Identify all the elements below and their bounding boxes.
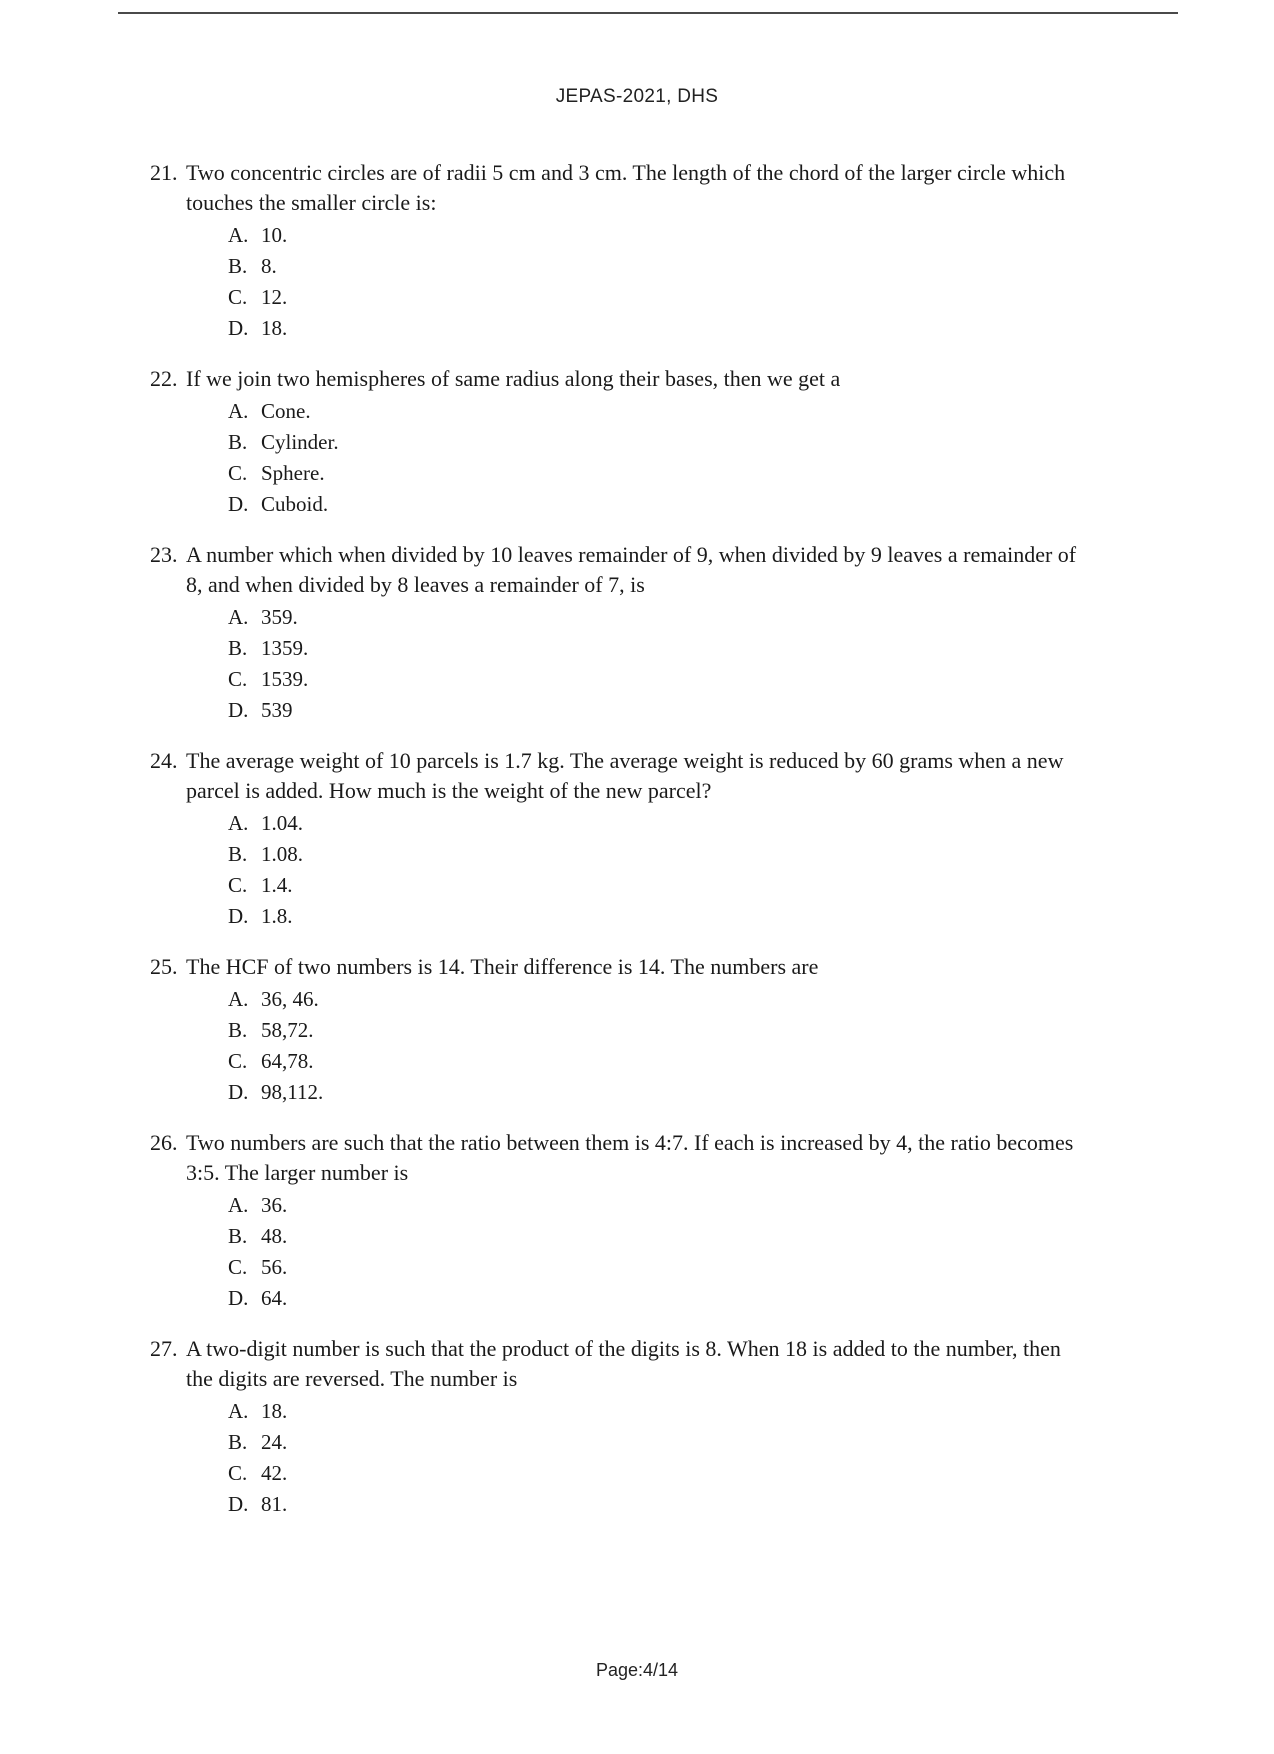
option-text: 24.: [261, 1430, 288, 1454]
option-letter: B.: [228, 842, 248, 866]
answer-option: [228, 1427, 1090, 1458]
question-22: [150, 364, 1090, 520]
option-text: 1359.: [261, 636, 309, 660]
option-letter: D.: [228, 1080, 249, 1104]
answer-option: [228, 1015, 1090, 1046]
answer-option: [228, 984, 1090, 1015]
scan-border-dash: [950, 12, 1040, 14]
question-text: [150, 364, 1090, 394]
answer-option: [228, 1046, 1090, 1077]
question-24: [150, 746, 1090, 932]
question-21: [150, 158, 1090, 344]
question-list: [150, 158, 1090, 1540]
option-text: 64.: [261, 1286, 288, 1310]
option-text: 18.: [261, 1399, 288, 1423]
option-letter: C.: [228, 1255, 248, 1279]
option-letter: A.: [228, 399, 249, 423]
answer-options: [150, 1190, 1090, 1314]
question-text: [150, 746, 1090, 806]
option-text: 42.: [261, 1461, 288, 1485]
question-text: [150, 158, 1090, 218]
option-text: Cuboid.: [261, 492, 329, 516]
answer-option: [228, 664, 1090, 695]
answer-option: [228, 633, 1090, 664]
question-26: [150, 1128, 1090, 1314]
answer-option: [228, 1077, 1090, 1108]
question-body: If we join two hemispheres of same radius along their bases, then we get a: [186, 366, 841, 391]
option-text: 12.: [261, 285, 288, 309]
option-text: 1539.: [261, 667, 309, 691]
option-text: 36.: [261, 1193, 288, 1217]
option-text: 98,112.: [261, 1080, 324, 1104]
answer-option: [228, 695, 1090, 726]
option-letter: D.: [228, 698, 249, 722]
answer-options: [150, 984, 1090, 1108]
option-letter: C.: [228, 1049, 248, 1073]
answer-option: [228, 1190, 1090, 1221]
option-text: 1.04.: [261, 811, 303, 835]
answer-options: [150, 602, 1090, 726]
option-text: Sphere.: [261, 461, 325, 485]
option-letter: D.: [228, 316, 249, 340]
option-text: 56.: [261, 1255, 288, 1279]
option-letter: B.: [228, 636, 248, 660]
answer-option: [228, 1458, 1090, 1489]
answer-option: [228, 1283, 1090, 1314]
answer-option: [228, 870, 1090, 901]
option-letter: D.: [228, 1286, 249, 1310]
option-letter: D.: [228, 492, 249, 516]
option-letter: C.: [228, 461, 248, 485]
question-body: The average weight of 10 parcels is 1.7 kg. The average weight is reduced by 60 grams when a new parcel is added. How much is the weight of the new parcel?: [186, 748, 1064, 803]
option-text: 359.: [261, 605, 298, 629]
option-letter: C.: [228, 667, 248, 691]
page-number: Page:4/14: [595, 1660, 679, 1680]
question-body: A number which when divided by 10 leaves remainder of 9, when divided by 9 leaves a remainder of 8, and when divided by 8 leaves a remainder of 7, is: [186, 542, 1077, 597]
option-letter: C.: [228, 873, 248, 897]
answer-option: [228, 602, 1090, 633]
option-text: 36, 46.: [261, 987, 319, 1011]
option-text: 64,78.: [261, 1049, 314, 1073]
answer-option: [228, 489, 1090, 520]
question-27: [150, 1334, 1090, 1520]
question-25: [150, 952, 1090, 1108]
answer-options: [150, 808, 1090, 932]
question-text: [150, 540, 1090, 600]
option-text: Cylinder.: [261, 430, 339, 454]
option-text: 539: [261, 698, 293, 722]
option-letter: B.: [228, 1018, 248, 1042]
answer-option: [228, 458, 1090, 489]
option-text: Cone.: [261, 399, 311, 423]
option-letter: D.: [228, 904, 249, 928]
option-text: 1.08.: [261, 842, 303, 866]
option-text: 18.: [261, 316, 288, 340]
option-text: 1.8.: [261, 904, 293, 928]
question-number: 26.: [150, 1130, 178, 1155]
option-letter: C.: [228, 285, 248, 309]
question-number: 22.: [150, 366, 178, 391]
answer-option: [228, 901, 1090, 932]
question-number: 23.: [150, 542, 178, 567]
option-letter: B.: [228, 1430, 248, 1454]
option-text: 1.4.: [261, 873, 293, 897]
option-letter: B.: [228, 1224, 248, 1248]
answer-option: [228, 427, 1090, 458]
answer-options: [150, 220, 1090, 344]
option-text: 10.: [261, 223, 288, 247]
question-body: Two concentric circles are of radii 5 cm and 3 cm. The length of the chord of the larger circle which touches the smaller circle is:: [186, 160, 1066, 215]
question-23: [150, 540, 1090, 726]
answer-option: [228, 313, 1090, 344]
option-letter: B.: [228, 430, 248, 454]
answer-option: [228, 1252, 1090, 1283]
answer-option: [228, 396, 1090, 427]
answer-option: [228, 220, 1090, 251]
question-text: [150, 1128, 1090, 1188]
answer-option: [228, 251, 1090, 282]
question-number: 25.: [150, 954, 178, 979]
question-number: 21.: [150, 160, 178, 185]
answer-option: [228, 808, 1090, 839]
option-letter: D.: [228, 1492, 249, 1516]
page-header: JEPAS-2021, DHS: [555, 86, 719, 107]
answer-option: [228, 282, 1090, 313]
answer-options: [150, 396, 1090, 520]
option-text: 8.: [261, 254, 277, 278]
option-letter: A.: [228, 1399, 249, 1423]
question-text: [150, 952, 1090, 982]
question-body: Two numbers are such that the ratio between them is 4:7. If each is increased by 4, the ratio becomes 3:5. The larger number is: [186, 1130, 1074, 1185]
option-letter: A.: [228, 605, 249, 629]
option-letter: C.: [228, 1461, 248, 1485]
option-text: 58,72.: [261, 1018, 314, 1042]
option-letter: B.: [228, 254, 248, 278]
option-text: 81.: [261, 1492, 288, 1516]
option-letter: A.: [228, 811, 249, 835]
option-text: 48.: [261, 1224, 288, 1248]
option-letter: A.: [228, 987, 249, 1011]
answer-option: [228, 1396, 1090, 1427]
question-number: 27.: [150, 1336, 178, 1361]
question-body: A two-digit number is such that the product of the digits is 8. When 18 is added to the number, then the digits are reversed. The number is: [186, 1336, 1061, 1391]
answer-option: [228, 1221, 1090, 1252]
question-body: The HCF of two numbers is 14. Their difference is 14. The numbers are: [186, 954, 819, 979]
option-letter: A.: [228, 1193, 249, 1217]
answer-option: [228, 1489, 1090, 1520]
answer-option: [228, 839, 1090, 870]
question-text: [150, 1334, 1090, 1394]
answer-options: [150, 1396, 1090, 1520]
question-number: 24.: [150, 748, 178, 773]
option-letter: A.: [228, 223, 249, 247]
